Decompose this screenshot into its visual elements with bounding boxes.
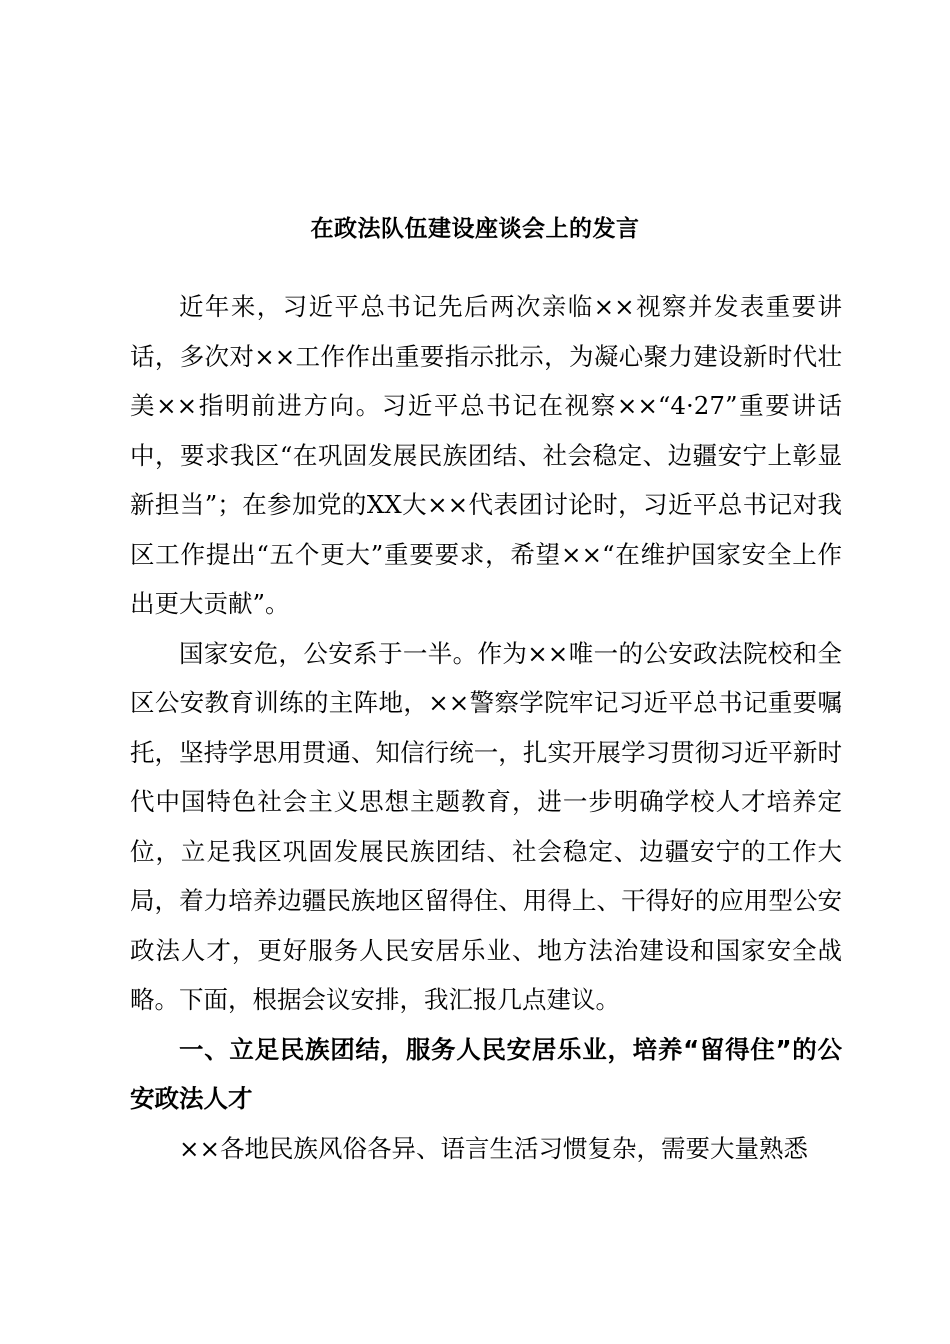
document-title: 在政法队伍建设座谈会上的发言 xyxy=(310,216,640,242)
section-heading-1: 一、立足民族团结，服务人民安居乐业，培养“留得住”的公安政法人才 xyxy=(130,1034,842,1113)
paragraph-national-security: 国家安危，公安系于一半。作为××唯一的公安政法院校和全区公安教育训练的主阵地，××警察学院牢记习近平总书记重要嘱托，坚持学思用贯通、知信行统一，扎实开展学习贯彻习近平新时代中国特色社会主义思想主题教育，进一步明确学校人才培养定位，立足我区巩固发展民族团结、社会稳定、边疆安宁的工作大局，着力培养边疆民族地区留得住、用得上、干得好的应用型公安政法人才，更好服务人民安居乐业、地方法治建设和国家安全战略。下面，根据会议安排，我汇报几点建议。 xyxy=(130,638,842,1014)
document-body xyxy=(130,282,842,1173)
paragraph-section-1: ××各地民族风俗各异、语言生活习惯复杂，需要大量熟悉 xyxy=(179,1133,809,1163)
paragraph-intro: 近年来，习近平总书记先后两次亲临××视察并发表重要讲话，多次对××工作作出重要指示批示，为凝心聚力建设新时代壮美××指明前进方向。习近平总书记在视察××“4·27”重要讲话中，要求我区“在巩固发展民族团结、社会稳定、边疆安宁上彰显新担当”；在参加党的XX大××代表团讨论时，习近平总书记对我区工作提出“五个更大”重要要求，希望××“在维护国家安全上作出更大贡献”。 xyxy=(130,292,842,618)
